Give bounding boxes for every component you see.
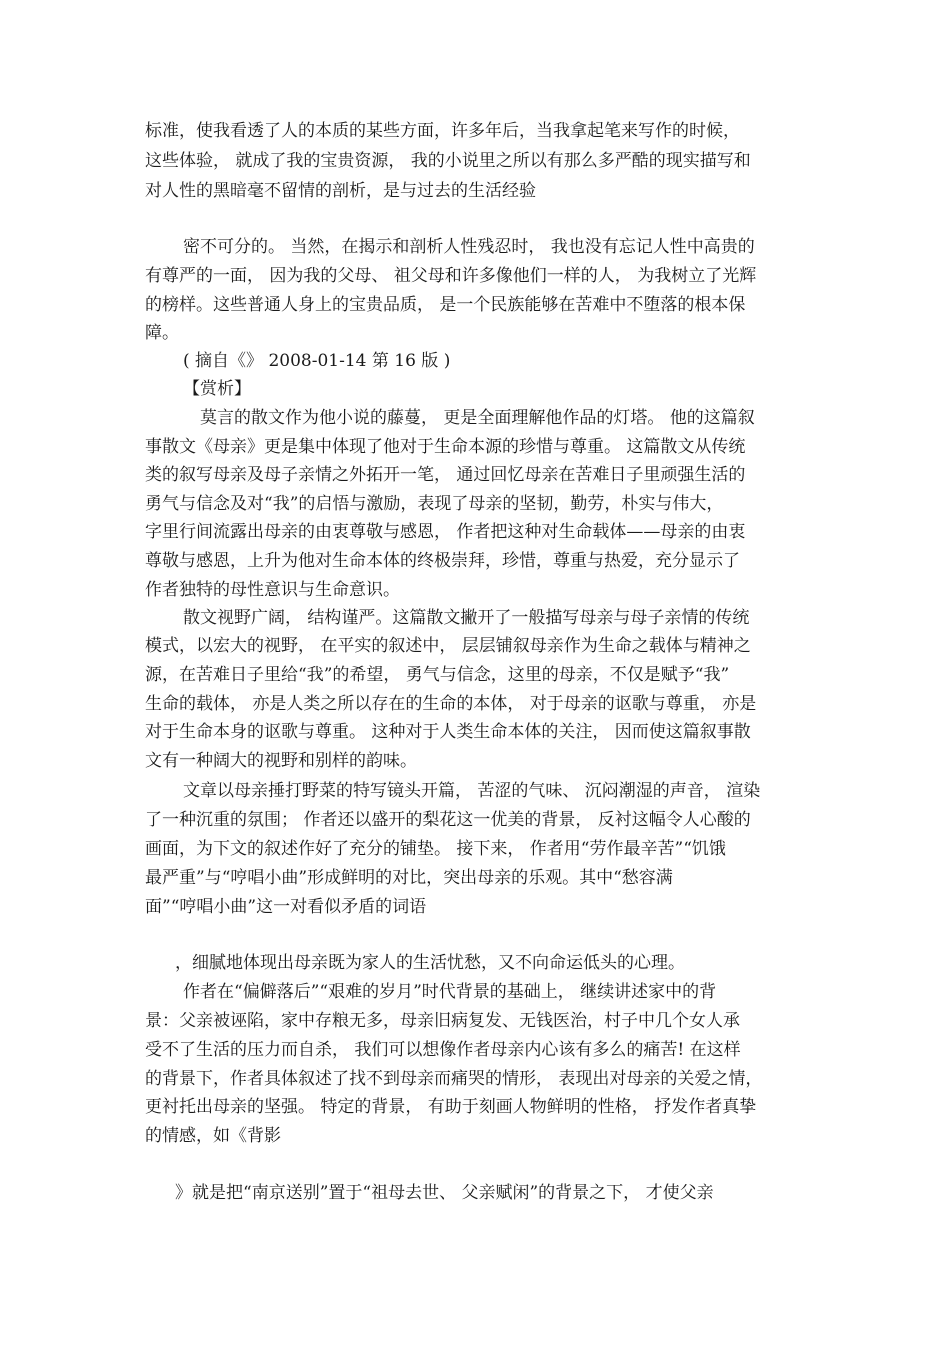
text-line: 的背景下，作者具体叙述了找不到母亲而痛哭的情形， 表现出对母亲的关爱之情， [145,1069,763,1089]
section-heading: 【赏析】 [183,379,251,399]
text-line: ，细腻地体现出母亲既为家人的生活忧愁，又不向命运低头的心理。 [175,953,685,973]
text-line: 标准，使我看透了人的本质的某些方面，许多年后，当我拿起笔来写作的时候， [145,121,740,141]
text-line: 生命的载体， 亦是人类之所以存在的生命的本体， 对于母亲的讴歌与尊重， 亦是 [145,694,757,714]
text-line: 文章以母亲捶打野菜的特写镜头开篇， 苦涩的气味、 沉闷潮湿的声音， 渲染 [183,781,761,801]
text-line: 画面，为下文的叙述作好了充分的铺垫。 接下来， 作者用“劳作最辛苦”“饥饿 [145,839,726,859]
text-line: 字里行间流露出母亲的由衷尊敬与感恩， 作者把这种对生命载体——母亲的由衷 [145,522,746,542]
text-line: 的榜样。这些普通人身上的宝贵品质， 是一个民族能够在苦难中不堕落的根本保 [145,295,746,315]
text-line: 勇气与信念及对“我”的启悟与激励，表现了母亲的坚韧，勤劳，朴实与伟大， [145,494,724,514]
text-line: 尊敬与感恩，上升为他对生命本体的终极崇拜，珍惜，尊重与热爱，充分显示了 [145,551,740,571]
text-line: 有尊严的一面， 因为我的父母、 祖父母和许多像他们一样的人， 为我树立了光辉 [145,266,757,286]
text-line: 障。 [145,323,179,343]
text-line: 面”“哼唱小曲”这一对看似矛盾的词语 [145,897,427,917]
text-line: 的情感，如《背影 [145,1126,281,1146]
text-line: 莫言的散文作为他小说的藤蔓， 更是全面理解他作品的灯塔。 他的这篇叙 [200,408,755,428]
text-line: 景：父亲被诬陷，家中存粮无多，母亲旧病复发、无钱医治，村子中几个女人承 [145,1011,740,1031]
text-line: 对于生命本身的讴歌与尊重。 这种对于人类生命本体的关注， 因而使这篇叙事散 [145,722,751,742]
text-line: 散文视野广阔， 结构谨严。这篇散文撇开了一般描写母亲与母子亲情的传统 [183,608,750,628]
text-line: 对人性的黑暗毫不留情的剖析，是与过去的生活经验 [145,181,536,201]
text-line: 受不了生活的压力而自杀， 我们可以想像作者母亲内心该有多么的痛苦! 在这样 [145,1040,741,1060]
text-line: 类的叙写母亲及母子亲情之外拓开一笔， 通过回忆母亲在苦难日子里顽强生活的 [145,465,746,485]
text-line: 更衬托出母亲的坚强。 特定的背景， 有助于刻画人物鲜明的性格， 抒发作者真挚 [145,1097,757,1117]
text-line: 事散文《母亲》更是集中体现了他对于生命本源的珍惜与尊重。 这篇散文从传统 [145,437,746,457]
text-line: 》就是把“南京送别”置于“祖母去世、 父亲赋闲”的背景之下， 才使父亲 [175,1183,714,1203]
text-line: 源，在苦难日子里给“我”的希望， 勇气与信念，这里的母亲，不仅是赋予“我” [145,665,730,685]
text-line: 文有一种阔大的视野和别样的韵味。 [145,751,417,771]
text-line: 了一种沉重的氛围； 作者还以盛开的梨花这一优美的背景， 反衬这幅令人心酸的 [145,810,751,830]
source-citation: ( 摘自《》 2008-01-14 第 16 版 ) [183,351,451,371]
text-line: 模式，以宏大的视野， 在平实的叙述中， 层层铺叙母亲作为生命之载体与精神之 [145,636,751,656]
text-line: 最严重”与“哼唱小曲”形成鲜明的对比，突出母亲的乐观。其中“愁容满 [145,868,673,888]
text-line: 作者独特的母性意识与生命意识。 [145,580,400,600]
text-line: 密不可分的。 当然，在揭示和剖析人性残忍时， 我也没有忘记人性中高贵的 [183,237,755,257]
text-line: 这些体验， 就成了我的宝贵资源， 我的小说里之所以有那么多严酷的现实描写和 [145,151,751,171]
text-line: 作者在“偏僻落后”“艰难的岁月”时代背景的基础上， 继续讲述家中的背 [183,982,717,1002]
